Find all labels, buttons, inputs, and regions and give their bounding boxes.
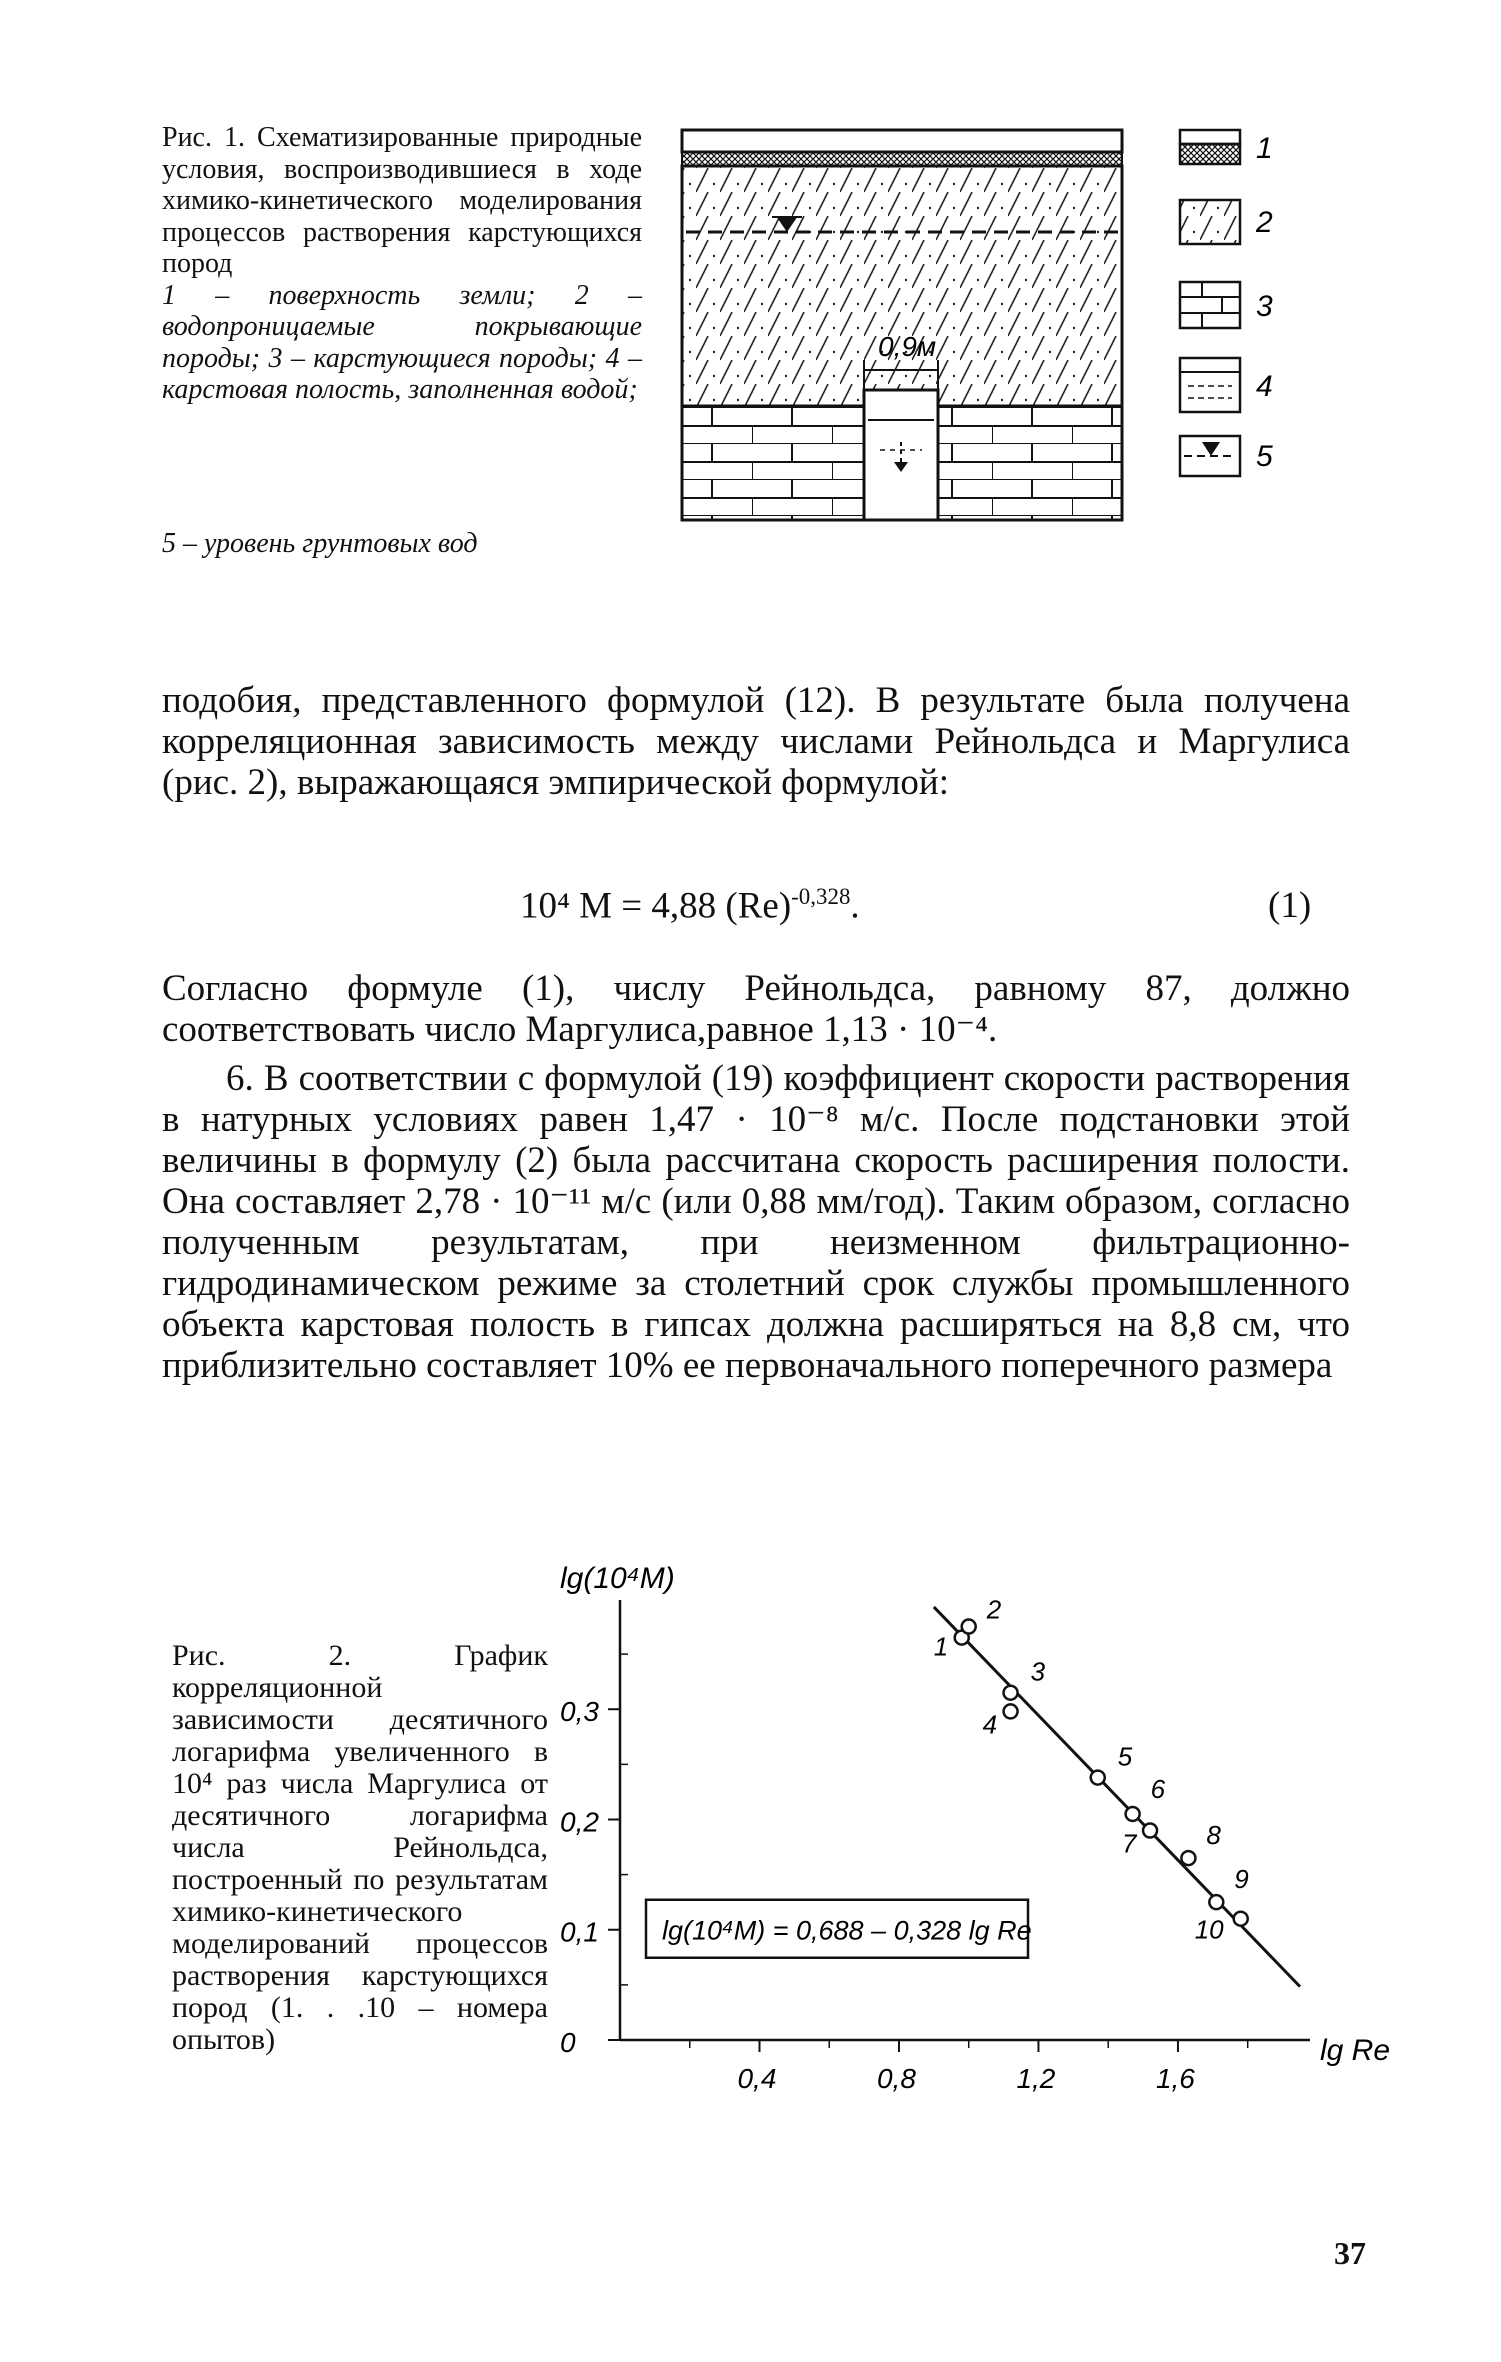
formula-number: (1) xyxy=(1268,885,1312,926)
y-tick-label: 0 xyxy=(560,2027,576,2058)
legend-number-1: 1 xyxy=(1256,132,1273,165)
fit-formula-label: lg(10⁴M) = 0,688 – 0,328 lg Re xyxy=(662,1915,1032,1946)
body-paragraph-2: Согласно формуле (1), числу Рейнольдса, равному 87, должно соответствовать число Маргулиса,равное 1,13 · 10⁻⁴. xyxy=(162,968,1350,1050)
data-point-label-1: 1 xyxy=(933,1631,949,1662)
formula-end: . xyxy=(850,885,860,927)
x-tick-label: 1,2 xyxy=(1016,2063,1056,2094)
ground-surface-layer xyxy=(682,130,1122,166)
page-number: 37 xyxy=(1334,2235,1366,2271)
data-point-8 xyxy=(1181,1851,1195,1865)
x-tick-label: 0,8 xyxy=(876,2063,916,2094)
formula-exponent: -0,328 xyxy=(791,884,851,909)
fit-formula-box xyxy=(646,1900,1032,1958)
data-point-label-2: 2 xyxy=(986,1594,1002,1625)
data-point-10 xyxy=(1234,1912,1248,1926)
chart-ticks xyxy=(560,1654,1248,2094)
chart-axes xyxy=(560,1562,1390,2067)
body-paragraph-1: подобия, представленного формулой (12). В результате была получена корреляционная зависимость между числами Рейнольдса и Маргулиса (рис. 2), выражающаяся эмпирической формулой: xyxy=(162,680,1350,803)
figure1-schematic xyxy=(672,120,1312,560)
body-paragraph-3: 6. В соответствии с формулой (19) коэффициент скорости растворения в натурных условиях равен 1,47 · 10⁻⁸ м/с. После подстановки этой величины в формулу (2) была рассчитана скорость расширения полости. Она составляет 2,78 · 10⁻¹¹ м/с (или 0,88 мм/год). Таким образом, согласно полученным результатам, при неизменном фильтрационно-гидродинамическом режиме за столетний срок службы промышленного объекта карстовая полость в гипсах должна расширяться на 8,8 см, что приблизительно составляет 10% ее первоначального поперечного размера xyxy=(162,1058,1350,1386)
data-point-6 xyxy=(1126,1807,1140,1821)
figure1-caption xyxy=(162,122,642,406)
dimension-label: 0,9м xyxy=(878,331,937,362)
legend-item-3 xyxy=(1180,282,1273,328)
data-point-label-8: 8 xyxy=(1206,1820,1221,1851)
data-point-2 xyxy=(962,1620,976,1634)
y-tick-label: 0,1 xyxy=(560,1916,599,1948)
figure1-caption-legend: 1 – поверхность земли; 2 – водопроницаемые покрывающие породы; 3 – карстующиеся породы; 4 – карстовая полость, заполненная водой; xyxy=(162,279,642,405)
figure1-caption-legend-end: 5 – уровень грунтовых вод xyxy=(162,528,478,559)
data-point-4 xyxy=(1004,1704,1018,1718)
formula-1 xyxy=(520,884,860,927)
x-axis-label: lg Re xyxy=(1320,2034,1391,2067)
legend-number-2: 2 xyxy=(1256,206,1273,239)
data-point-3 xyxy=(1004,1686,1018,1700)
formula-main: 10⁴ M = 4,88 (Re) xyxy=(520,885,792,927)
legend-item-4 xyxy=(1180,358,1273,412)
figure1-caption-title: Рис. 1. Схематизированные природные условия, воспроизводившиеся в ходе химико-кинетического моделирования процессов растворения карстующихся пород xyxy=(162,122,642,279)
data-point-label-3: 3 xyxy=(1030,1656,1046,1687)
legend-number-4: 4 xyxy=(1256,370,1273,403)
figure2-chart xyxy=(540,1562,1391,2170)
data-point-9 xyxy=(1209,1895,1223,1909)
legend-number-5: 5 xyxy=(1256,440,1273,473)
y-tick-label: 0,2 xyxy=(560,1806,599,1838)
y-tick-label: 0,3 xyxy=(560,1696,599,1728)
data-point-5 xyxy=(1091,1771,1105,1785)
data-point-label-10: 10 xyxy=(1194,1914,1224,1945)
legend-number-3: 3 xyxy=(1256,290,1273,323)
data-point-label-4: 4 xyxy=(982,1709,998,1740)
data-point-label-5: 5 xyxy=(1117,1741,1133,1772)
legend-item-2 xyxy=(1180,200,1273,244)
legend-item-1 xyxy=(1180,130,1273,165)
data-point-7 xyxy=(1143,1824,1157,1838)
data-point-label-7: 7 xyxy=(1122,1828,1137,1859)
legend-item-5 xyxy=(1180,436,1273,476)
karst-cavity xyxy=(864,390,938,520)
x-tick-label: 1,6 xyxy=(1155,2063,1195,2094)
figure2-caption: Рис. 2. График корреляционной зависимости десятичного логарифма увеличенного в 10⁴ раз числа Маргулиса от десятичного логарифма числа Рейнольдса, построенный по результатам химико-кинетического моделирований процессов растворения карстующихся пород (1. . .10 – номера опытов) xyxy=(172,1639,548,2056)
y-axis-label: lg(10⁴M) xyxy=(560,1562,675,1595)
data-point-label-9: 9 xyxy=(1234,1864,1249,1895)
data-point-label-6: 6 xyxy=(1150,1773,1166,1804)
x-tick-label: 0,4 xyxy=(737,2063,777,2094)
